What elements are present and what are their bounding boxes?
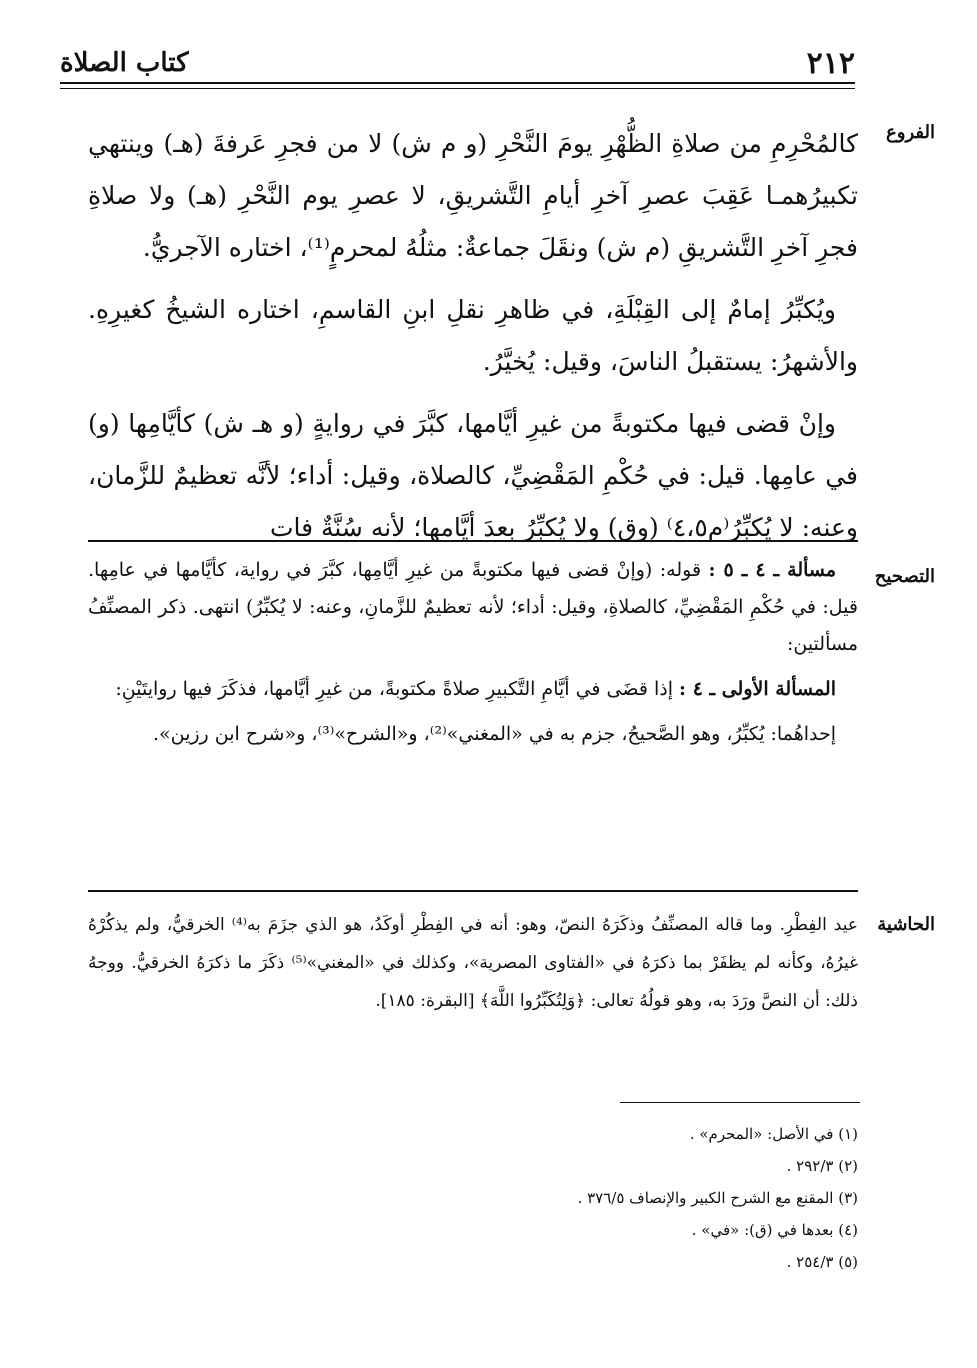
hashiya-paragraph: عيد الفِطْرِ. وما قاله المصنِّفُ وذكَرَهُ النصّ، وهو: أنه في الفِطْرِ أوكَدُ، هو الذي جزَمَ به⁽⁴⁾ الخرقيُّ، ولم يذكُرْهُ غيرُهُ، وكأنه لم يظفَرْ بما ذكرَهُ في «الفتاوى المصرية»، وكذلك في «المغني»⁽⁵⁾ ذكَرَ ما ذكرَهُ الخرقيُّ. ووجهُ ذلك: أن النصَّ ورَدَ به، وهو قولُهُ تعالى: ﴿وَلِتُكَبِّرُوا اللَّهَ﴾ [البقرة: ١٨٥]. [88, 915, 858, 1011]
page-number: ٢١٢ [806, 46, 855, 81]
footnote: (١) في الأصل: «المحرم» . [689, 1125, 858, 1143]
issue-heading: المسألة الأولى ـ ٤ : [679, 678, 836, 700]
main-paragraph: ويُكبِّرُ إمامٌ إلى القِبْلَةِ، في ظاهرِ نقلِ ابنِ القاسمِ، اختاره الشيخُ كغيرِهِ. والأشهرُ: يستقبلُ الناسَ، وقيل: يُخيَّرُ. [88, 295, 858, 376]
main-text [88, 118, 858, 564]
footnote: (٢) ٢٩٢/٣ . [786, 1157, 858, 1175]
section-divider [88, 890, 858, 892]
section-divider [88, 540, 858, 542]
footnote: (٣) المقنع مع الشرح الكبير والإنصاف ٣٧٦/٥ . [577, 1189, 858, 1207]
tashih-text [88, 552, 858, 761]
tashih-body: قوله: (وإنْ قضى فيها مكتوبةً من غيرِ أيَّامِها، كبَّرَ في رواية، كأيَّامها في عامِها. قيل: في حُكْمِ المَقْضِيِّ، كالصلاةِ، وقيل: أداء؛ لأنه تعظيمٌ للزَّمانِ، وعنه: لا يُكبِّرُ) انتهى. ذكر المصنِّفُ مسألتين: [88, 559, 858, 655]
hashiya-text [88, 906, 858, 1020]
main-paragraph: كالمُحْرِمِ من صلاةِ الظُّهْرِ يومَ النَّحْرِ (و م ش) لا من فجرِ عَرفةَ (هـ) وينتهي تكبيرُهمـا عَقِبَ عصرِ آخرِ أيامِ التَّشريقِ، لا عصرِ يوم النَّحْرِ (هـ) ولا صلاةِ فجرِ آخرِ التَّشريقِ (م ش) ونقَلَ جماعةٌ: مثلُهُ لمحرمٍ⁽¹⁾، اختاره الآجريُّ. [88, 129, 858, 262]
tashih-paragraph: إحداهُما: يُكبِّرُ، وهو الصَّحيحُ، جزم به في «المغني»⁽²⁾، و«الشرح»⁽³⁾، و«شرح ابن رزين». [152, 723, 836, 745]
footnote: (٥) ٢٥٤/٣ . [786, 1253, 858, 1271]
book-title: كتاب الصلاة [60, 48, 189, 78]
footnote-rule [620, 1102, 860, 1103]
issue-heading: مسألة ـ ٤ ـ ٥ : [708, 559, 837, 581]
tashih-paragraph [88, 671, 858, 708]
tashih-paragraph [88, 552, 858, 663]
tashih-body: إذا قضَى في أيَّامِ التَّكبيرِ صلاةً مكتوبةً، من غيرِ أيَّامها، فذكَرَ فيها روايتَيْنِ: [115, 678, 680, 700]
footnote: (٤) بعدها في (ق): «في» . [691, 1221, 858, 1239]
header-rule [60, 82, 855, 89]
page-header [60, 40, 855, 88]
main-paragraph: وإنْ قضى فيها مكتوبةً من غيرِ أيَّامها، كبَّرَ في روايةٍ (و هـ ش) كأيَّامِها (و) في عامِها. قيل: في حُكْمِ المَقْضِيِّ، كالصلاة، وقيل: أداء؛ لأنَّه تعظيمٌ للزَّمان، وعنه: لا يُكبِّرُ⁽م٤،٥⁾ (وق) ولا يُكبِّرُ بعدَ أيَّامها؛ لأنه سُنَّةٌ فات [88, 409, 858, 542]
section-label-hashiya: الحاشية [877, 914, 935, 935]
section-label-tashih: التصحيح [874, 566, 935, 587]
section-label-furu: الفروع [886, 122, 935, 143]
footnotes [88, 1118, 858, 1278]
